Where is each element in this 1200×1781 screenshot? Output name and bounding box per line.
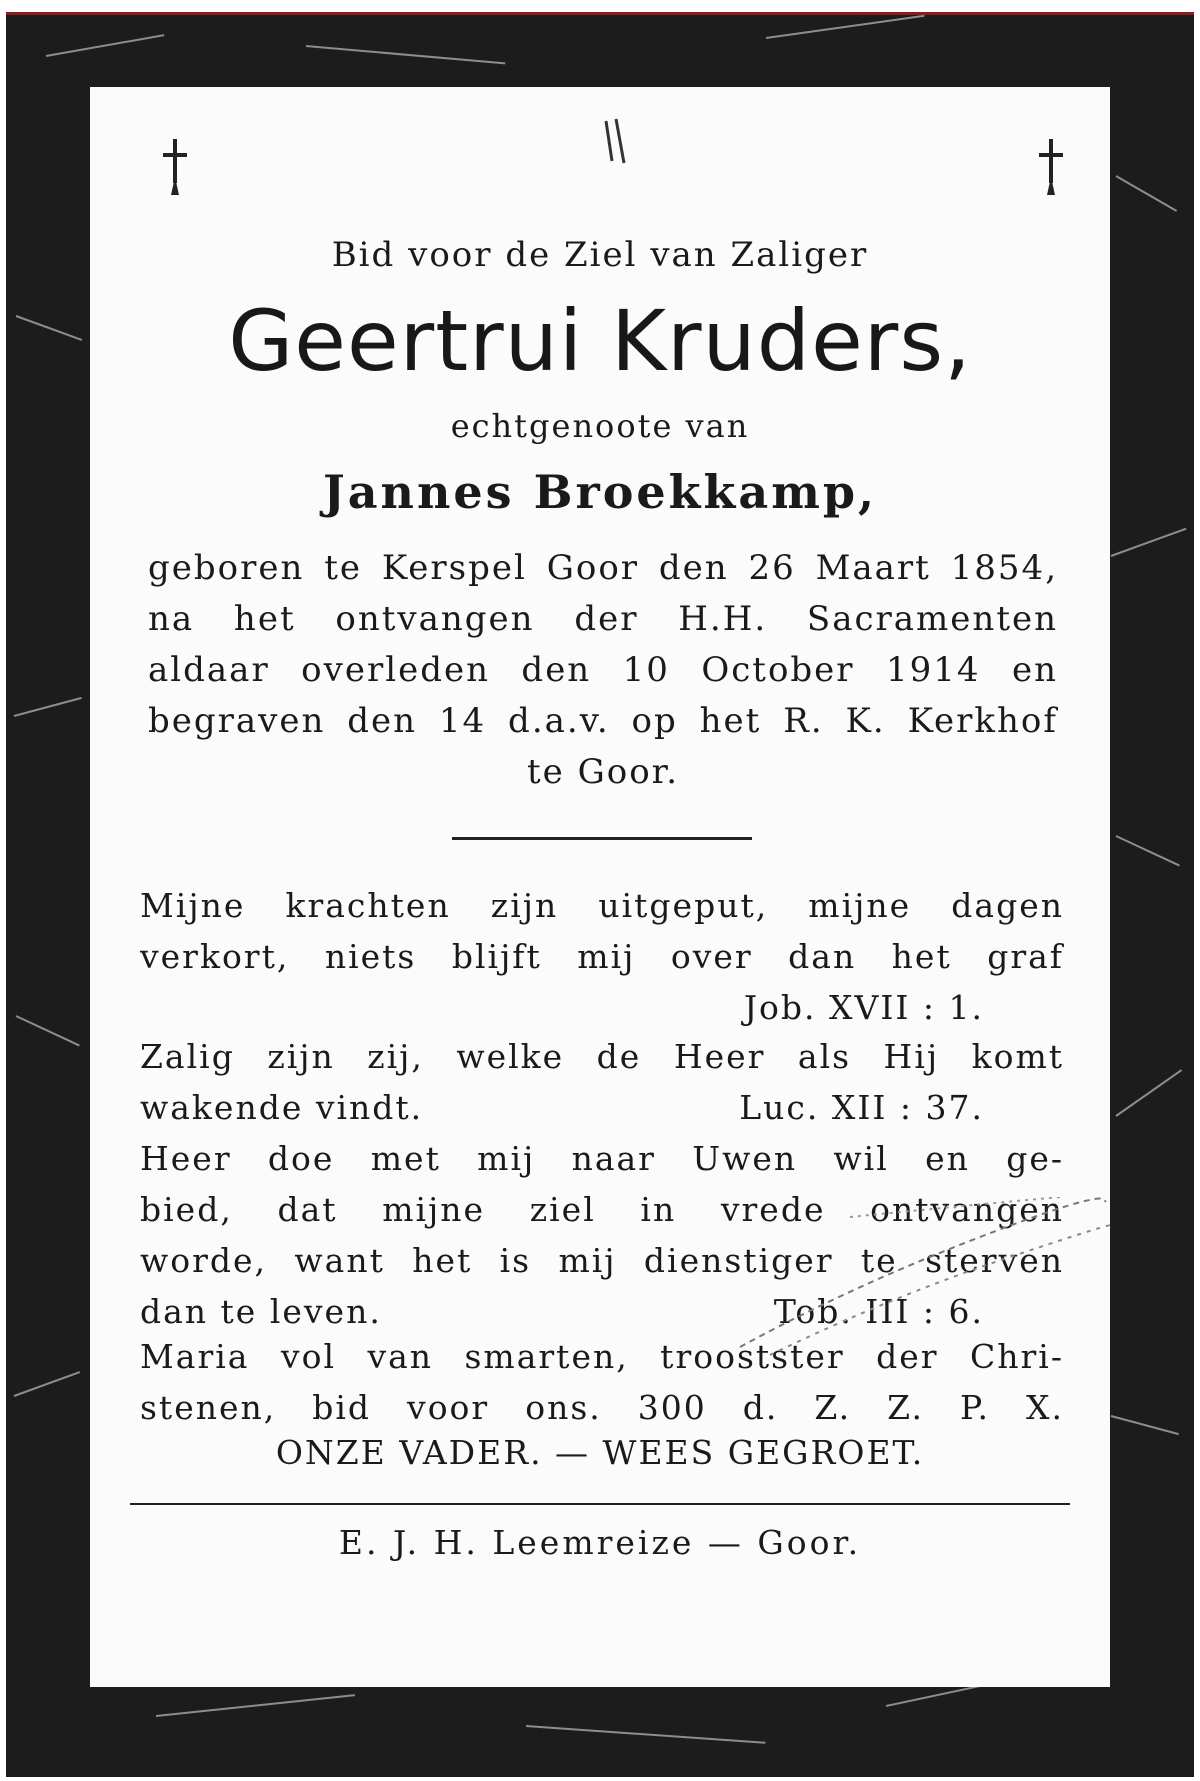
crease-mark <box>14 697 82 717</box>
crease-mark <box>306 45 505 64</box>
prayers-line: ONZE VADER. — WEES GEGROET. <box>275 1433 925 1472</box>
spouse-intro: echtgenoote van <box>450 407 750 445</box>
bio-line: geboren te Kerspel Goor den 26 Maart 1854, <box>148 548 1058 588</box>
crease-mark <box>16 1015 80 1046</box>
verse-line: verkort, niets blijft mij over dan het graf <box>140 937 1064 976</box>
ink-smudge-icon <box>598 117 638 177</box>
crease-mark <box>1111 528 1187 557</box>
verse-line: dan te leven. <box>140 1292 382 1331</box>
bio-line: na het ontvangen der H.H. Sacramenten <box>148 599 1058 639</box>
crease-mark <box>526 1725 766 1744</box>
divider <box>452 837 752 840</box>
verse-line-with-ref <box>140 1082 1064 1133</box>
bio-line: aldaar overleden den 10 October 1914 en <box>148 650 1058 690</box>
faded-stamp-icon <box>730 1197 1110 1357</box>
deceased-name: Geertrui Kruders, <box>228 292 972 390</box>
verse-line: Heer doe met mij naar Uwen wil en ge- <box>140 1139 1064 1178</box>
crease-mark <box>1116 835 1180 866</box>
verse-job <box>140 880 1064 1033</box>
crease-mark <box>1115 1069 1182 1117</box>
biography <box>148 543 1058 798</box>
crease-mark <box>1116 175 1178 212</box>
spouse-name: Jannes Broekkamp, <box>322 465 878 519</box>
verse-line: Mijne krachten zijn uitgeput, mijne dagen <box>140 886 1064 925</box>
crease-mark <box>766 15 925 39</box>
intro-text: Bid voor de Ziel van Zaliger <box>331 235 869 275</box>
verse-line: Zalig zijn zij, welke de Heer als Hij komt <box>140 1037 1064 1076</box>
verse-line: bied, dat mijne ziel in vrede ontvangen <box>140 1190 1064 1229</box>
verse-line: Maria vol van smarten, troostster der Chri- <box>140 1337 1064 1376</box>
crease-mark <box>14 1371 80 1397</box>
verse-reference: Tob. III : 6. <box>773 1292 984 1331</box>
verse-line: stenen, bid voor ons. 300 d. Z. Z. P. X. <box>140 1388 1064 1427</box>
printer-imprint: E. J. H. Leemreize — Goor. <box>338 1523 862 1562</box>
verse-reference: Job. XVII : 1. <box>743 988 984 1027</box>
bio-line: begraven den 14 d.a.v. op het R. K. Kerkhof <box>148 701 1058 741</box>
crease-mark <box>46 34 165 57</box>
verse-luke <box>140 1031 1064 1133</box>
verse-line: worde, want het is mij dienstiger te sterven <box>140 1241 1064 1280</box>
crease-mark <box>156 1694 355 1717</box>
cross-icon <box>160 137 190 199</box>
verse-reference: Luc. XII : 37. <box>739 1088 984 1127</box>
crease-mark <box>16 315 82 341</box>
memorial-card-panel <box>90 87 1110 1687</box>
cross-icon <box>1036 137 1066 199</box>
bio-line: te Goor. <box>526 752 680 792</box>
verse-line: wakende vindt. <box>140 1088 424 1127</box>
memorial-card-border <box>6 12 1194 1777</box>
crease-mark <box>1111 1415 1179 1435</box>
divider <box>130 1503 1070 1505</box>
